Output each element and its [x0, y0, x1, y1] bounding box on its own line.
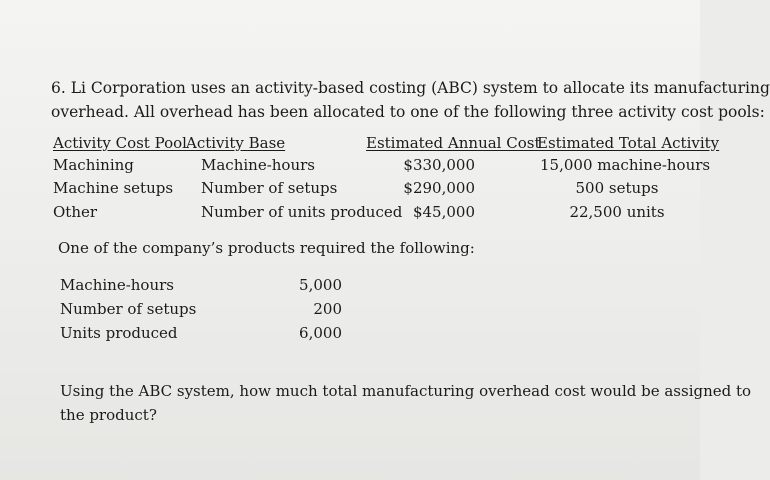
product-item-value: 6,000	[299, 324, 342, 342]
question-line-2: the product?	[60, 406, 157, 424]
product-item-label: Units produced	[60, 324, 178, 342]
product-item-label: Machine-hours	[60, 276, 174, 294]
row-activity: 15,000 machine-hours	[540, 156, 711, 174]
row-base: Number of setups	[201, 179, 338, 197]
question-line-1: Using the ABC system, how much total manufacturing overhead cost would be assigned to	[60, 382, 752, 400]
row-activity: 22,500 units	[569, 203, 665, 221]
header-activity-base: Activity Base	[186, 134, 286, 152]
row-base: Number of units produced	[201, 203, 403, 221]
row-base: Machine-hours	[201, 156, 315, 174]
header-estimated-total-activity: Estimated Total Activity	[537, 134, 720, 152]
problem-line-1: 6. Li Corporation uses an activity-based costing (ABC) system to allocate its manufacturing	[51, 79, 770, 97]
row-cost: $330,000	[403, 156, 475, 174]
product-item-value: 5,000	[299, 276, 342, 294]
header-estimated-annual-cost: Estimated Annual Cost	[366, 134, 541, 152]
row-activity: 500 setups	[575, 179, 659, 197]
row-pool: Other	[53, 203, 98, 221]
row-pool: Machine setups	[53, 179, 174, 197]
product-item-value: 200	[313, 300, 342, 318]
header-activity-cost-pool: Activity Cost Pool	[53, 134, 187, 152]
row-cost: $290,000	[403, 179, 475, 197]
problem-line-2: overhead. All overhead has been allocated to one of the following three activity cost pools:	[51, 103, 765, 121]
row-pool: Machining	[53, 156, 134, 174]
row-cost: $45,000	[412, 203, 475, 221]
product-intro: One of the company’s products required the following:	[58, 239, 475, 257]
product-item-label: Number of setups	[60, 300, 197, 318]
